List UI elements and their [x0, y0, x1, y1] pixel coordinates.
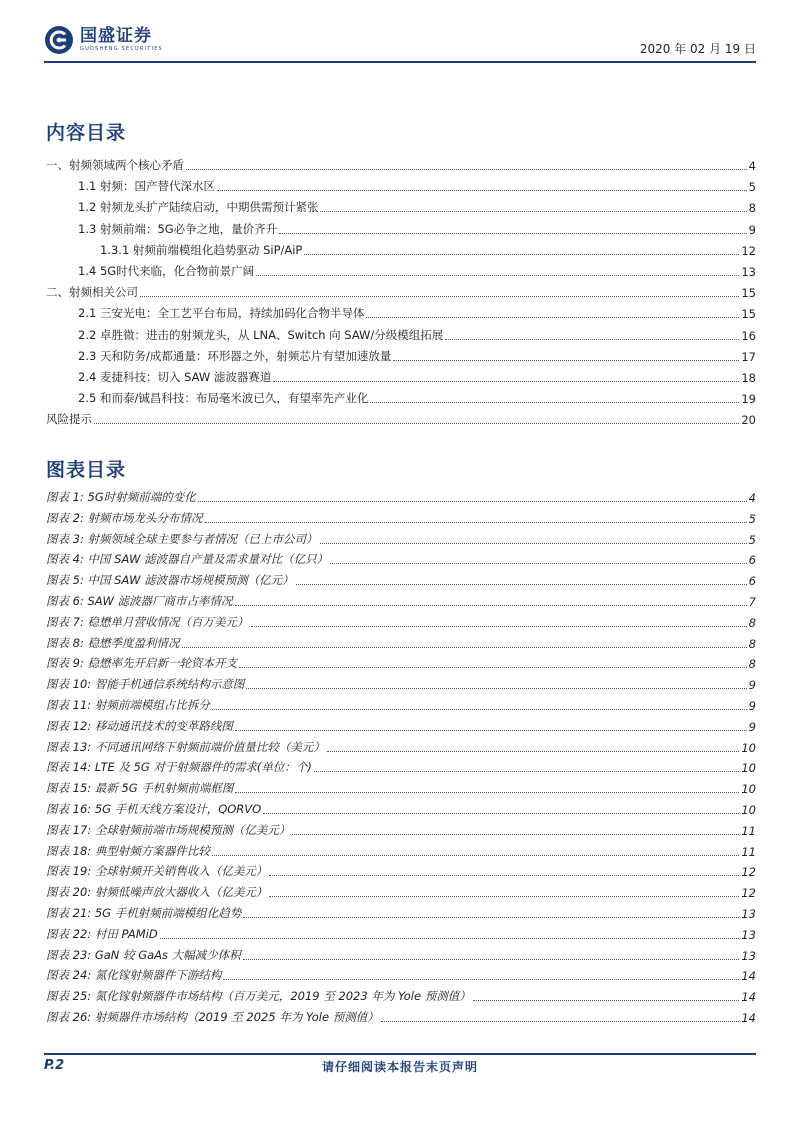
- figure-item[interactable]: [46, 986, 756, 1004]
- figure-item-label: 图表 12: 移动通讯技术的变革路线图: [46, 718, 233, 733]
- figure-item-label: 图表 11: 射频前端模组占比拆分: [46, 698, 210, 712]
- figure-item[interactable]: [46, 903, 756, 921]
- figure-item-page-number: 12: [741, 886, 756, 901]
- dot-leader: [314, 759, 739, 772]
- contents-item-page-number: 20: [741, 413, 756, 428]
- contents-item[interactable]: [78, 303, 756, 321]
- contents-item-label: 2.4 麦捷科技：切入 SAW 滤波器赛道: [78, 370, 272, 384]
- contents-item-label: 2.2 卓胜微：进击的射频龙头，从 LNA、Switch 向 SAW/分级模组拓展: [78, 327, 444, 342]
- dot-leader: [304, 242, 739, 255]
- dot-leader: [198, 489, 747, 502]
- report-date: 2020 年 02 月 19 日: [639, 42, 756, 56]
- contents-item-label: 1.3.1 射频前端模组化趋势驱动 SiP/AiP: [100, 242, 303, 257]
- contents-item-label: 2.1 三安光电：全工艺平台布局，持续加码化合物半导体: [78, 306, 365, 321]
- figure-item-page-number: 5: [748, 511, 756, 526]
- figure-item-page-number: 9: [748, 719, 756, 734]
- contents-item-label: 2.3 天和防务/成都通量：环形器之外，射频芯片有望加速放量: [78, 348, 392, 363]
- contents-item-page-number: 15: [741, 307, 756, 322]
- dot-leader: [292, 822, 739, 835]
- figure-item[interactable]: [46, 924, 756, 942]
- guosheng-logo-icon: [44, 25, 74, 55]
- dot-leader: [251, 614, 747, 627]
- dot-leader: [243, 947, 740, 960]
- dot-leader: [235, 780, 739, 793]
- figure-item[interactable]: [46, 778, 756, 796]
- contents-item-page-number: 18: [741, 371, 756, 385]
- contents-item[interactable]: [78, 176, 756, 194]
- dot-leader: [263, 801, 739, 814]
- figure-item-label: 图表 3: 射频领域全球主要参与者情况（已上市公司）: [46, 531, 318, 546]
- figure-item-page-number: 11: [741, 823, 756, 838]
- dot-leader: [320, 531, 747, 544]
- figure-item[interactable]: [46, 529, 756, 547]
- figure-item[interactable]: [46, 820, 756, 838]
- dot-leader: [330, 551, 747, 564]
- figure-item[interactable]: [46, 674, 756, 692]
- dot-leader: [370, 390, 739, 403]
- dot-leader: [273, 369, 739, 382]
- dot-leader: [212, 843, 740, 856]
- contents-item[interactable]: [46, 155, 756, 173]
- figure-item-label: 图表 8: 稳懋季度盈利情况: [46, 635, 180, 650]
- figure-item-page-number: 10: [741, 761, 756, 776]
- figure-item-page-number: 8: [748, 615, 756, 630]
- figure-item-page-number: 14: [741, 969, 756, 984]
- dot-leader: [217, 178, 747, 191]
- figure-item-page-number: 13: [741, 907, 756, 921]
- contents-item-page-number: 16: [741, 328, 756, 343]
- dot-leader: [445, 327, 739, 340]
- contents-item-page-number: 19: [741, 392, 756, 407]
- contents-item-page-number: 12: [741, 243, 756, 258]
- dot-leader: [296, 572, 747, 585]
- figure-item-label: 图表 16: 5G 手机天线方案设计，QORVO: [46, 802, 262, 816]
- dot-leader: [235, 718, 747, 731]
- dot-leader: [212, 697, 747, 710]
- disclaimer-note: 请仔细阅读本报告末页声明: [321, 1060, 478, 1074]
- dot-leader: [182, 635, 747, 648]
- figure-item-page-number: 10: [741, 803, 756, 817]
- figure-item[interactable]: [46, 799, 756, 817]
- figure-item-page-number: 9: [748, 699, 756, 713]
- dot-leader: [186, 157, 747, 170]
- contents-item-label: 一、射频领域两个核心矛盾: [46, 158, 184, 172]
- dot-leader: [94, 411, 739, 424]
- contents-item-page-number: 13: [741, 265, 756, 279]
- dot-leader: [160, 926, 740, 939]
- figure-item[interactable]: [46, 549, 756, 567]
- figure-item[interactable]: [46, 487, 756, 505]
- contents-item[interactable]: [78, 325, 756, 343]
- contents-title: 内容目录: [46, 122, 127, 144]
- contents-item[interactable]: [78, 219, 756, 237]
- dot-leader: [223, 967, 739, 980]
- page-number: P.2: [44, 1058, 65, 1073]
- figure-item-page-number: 9: [748, 678, 756, 693]
- dot-leader: [393, 348, 739, 361]
- logo-chinese-name: 国盛证券: [80, 26, 152, 46]
- figure-item-label: 图表 14: LTE 及 5G 对于射频器件的需求(单位：个): [46, 760, 312, 775]
- contents-item[interactable]: [78, 388, 756, 406]
- contents-item-page-number: 5: [748, 180, 756, 195]
- figure-item[interactable]: [46, 716, 756, 734]
- figure-item-page-number: 11: [741, 844, 756, 859]
- contents-item-page-number: 15: [741, 286, 756, 301]
- figure-item-page-number: 4: [748, 491, 756, 505]
- dot-leader: [473, 988, 740, 1001]
- dot-leader: [256, 263, 739, 276]
- contents-item[interactable]: [100, 240, 756, 258]
- figure-item-label: 图表 26: 射频器件市场结构（2019 至 2025 年为 Yole 预测值）: [46, 1010, 379, 1024]
- figure-item-label: 图表 20: 射频低噪声放大器收入（亿美元）: [46, 885, 268, 900]
- dot-leader: [235, 593, 747, 606]
- figure-item-page-number: 6: [748, 574, 756, 589]
- figure-item-page-number: 10: [741, 740, 756, 755]
- contents-item-label: 1.2 射频龙头扩产陆续启动，中期供需预计紧张: [78, 200, 319, 215]
- figure-item[interactable]: [46, 570, 756, 588]
- figure-item-page-number: 7: [748, 595, 756, 609]
- contents-item-label: 1.3 射频前端：5G必争之地，量价齐升: [78, 221, 278, 236]
- figure-item-label: 图表 1: 5G时射频前端的变化: [46, 490, 196, 504]
- figure-item-label: 图表 25: 氮化镓射频器件市场结构（百万美元，2019 至 2023 年为 Yole 预测值）: [46, 989, 471, 1004]
- figure-item[interactable]: [46, 695, 756, 713]
- logo-english-name: GUOSHENG SECURITIES: [80, 46, 163, 52]
- figure-item-label: 图表 15: 最新 5G 手机射频前端框图: [46, 781, 234, 796]
- figure-item-label: 图表 2: 射频市场龙头分布情况: [46, 510, 203, 525]
- contents-item-page-number: 17: [741, 349, 756, 364]
- figure-item[interactable]: [46, 508, 756, 526]
- contents-item[interactable]: [78, 367, 756, 385]
- contents-item-page-number: 4: [748, 159, 756, 173]
- contents-item[interactable]: [46, 282, 756, 300]
- figure-item-page-number: 13: [741, 948, 756, 963]
- contents-item-page-number: 8: [748, 201, 756, 216]
- dot-leader: [239, 655, 747, 668]
- figure-item-label: 图表 6: SAW 滤波器厂商市占率情况: [46, 594, 233, 608]
- contents-item-label: 2.5 和而泰/铖昌科技：布局毫米波已久，有望率先产业化: [78, 391, 369, 406]
- dot-leader: [279, 221, 747, 234]
- figure-item-label: 图表 24: 氮化镓射频器件下游结构: [46, 968, 222, 983]
- figure-item-page-number: 14: [741, 1011, 756, 1025]
- figure-item-label: 图表 19: 全球射频开关销售收入（亿美元）: [46, 864, 268, 879]
- figure-item[interactable]: [46, 757, 756, 775]
- figure-item-label: 图表 4: 中国 SAW 滤波器自产量及需求量对比（亿只）: [46, 552, 329, 567]
- figure-item-label: 图表 9: 稳懋率先开启新一轮资本开支: [46, 656, 238, 671]
- contents-item[interactable]: [78, 346, 756, 364]
- figure-item-label: 图表 10: 智能手机通信系统结构示意图: [46, 677, 245, 692]
- dot-leader: [366, 305, 739, 318]
- contents-item-label: 风险提示: [46, 412, 92, 427]
- figure-item[interactable]: [46, 861, 756, 879]
- figure-item[interactable]: [46, 633, 756, 651]
- contents-item-label: 1.4 5G时代来临，化合物前景广阔: [78, 264, 255, 278]
- figure-item[interactable]: [46, 882, 756, 900]
- figure-item-page-number: 14: [741, 990, 756, 1005]
- header-divider: [44, 61, 756, 63]
- figure-item-page-number: 10: [741, 782, 756, 797]
- figure-item[interactable]: [46, 591, 756, 609]
- figure-item[interactable]: [46, 653, 756, 671]
- figure-item-page-number: 13: [741, 927, 756, 942]
- figure-item[interactable]: [46, 945, 756, 963]
- dot-leader: [320, 199, 746, 212]
- contents-item[interactable]: [46, 409, 756, 427]
- figure-item[interactable]: [46, 737, 756, 755]
- figure-item-page-number: 6: [748, 553, 756, 568]
- footer-divider: [44, 1053, 756, 1055]
- dot-leader: [140, 284, 739, 297]
- dot-leader: [243, 905, 739, 918]
- contents-item-label: 二、射频相关公司: [46, 285, 138, 300]
- figure-item-label: 图表 23: GaN 较 GaAs 大幅减少体积: [46, 947, 241, 962]
- figure-item[interactable]: [46, 841, 756, 859]
- dot-leader: [269, 884, 739, 897]
- contents-item[interactable]: [78, 261, 756, 279]
- figures-title: 图表目录: [46, 459, 127, 481]
- figure-item-page-number: 12: [741, 865, 756, 880]
- company-logo: [44, 23, 163, 57]
- contents-item-page-number: 9: [748, 222, 756, 237]
- figure-item-label: 图表 5: 中国 SAW 滤波器市场规模预测（亿元）: [46, 573, 294, 588]
- figure-item[interactable]: [46, 965, 756, 983]
- figure-item[interactable]: [46, 612, 756, 630]
- contents-item-label: 1.1 射频：国产替代深水区: [78, 179, 215, 194]
- dot-leader: [205, 510, 747, 523]
- page-header: [44, 20, 756, 60]
- dot-leader: [381, 1009, 740, 1022]
- figure-item-label: 图表 18: 典型射频方案器件比较: [46, 843, 210, 858]
- figure-item-page-number: 8: [748, 657, 756, 672]
- figure-item-label: 图表 13: 不同通讯网络下射频前端价值量比较（美元）: [46, 739, 325, 754]
- figure-item[interactable]: [46, 1007, 756, 1025]
- figure-item-label: 图表 22: 村田 PAMiD: [46, 926, 158, 941]
- figure-item-page-number: 5: [748, 532, 756, 547]
- dot-leader: [246, 676, 746, 689]
- figure-item-label: 图表 17: 全球射频前端市场规模预测（亿美元）: [46, 822, 291, 837]
- contents-item[interactable]: [78, 197, 756, 215]
- dot-leader: [327, 739, 740, 752]
- figure-item-page-number: 8: [748, 636, 756, 651]
- dot-leader: [269, 863, 739, 876]
- figure-item-label: 图表 7: 稳懋单月营收情况（百万美元）: [46, 614, 249, 629]
- figure-item-label: 图表 21: 5G 手机射频前端模组化趋势: [46, 906, 242, 920]
